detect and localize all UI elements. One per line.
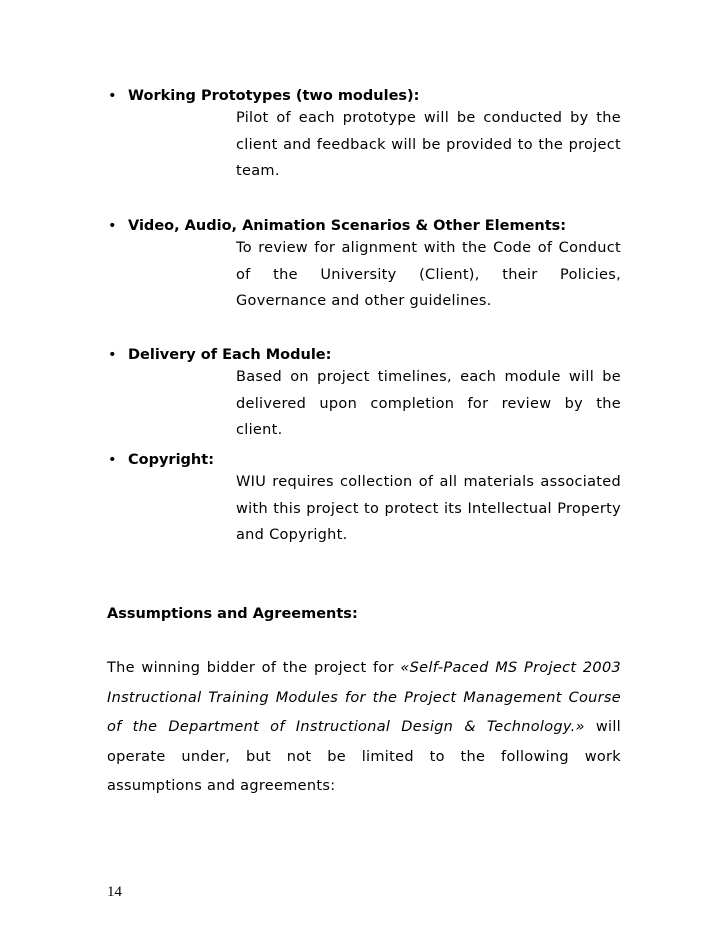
bullet-marker: • (108, 347, 117, 363)
bullet-title: Video, Audio, Animation Scenarios & Other Elements: (128, 218, 567, 234)
bullet-title: Working Prototypes (two modules): (128, 88, 420, 104)
bullet-marker: • (108, 218, 117, 234)
bullet-title: Copyright: (128, 452, 214, 468)
assumptions-paragraph (107, 654, 621, 802)
bullet-body: Based on project timelines, each module will be delivered upon completion for review by the client. (236, 369, 621, 438)
paragraph-text: The winning bidder of the project for (107, 660, 401, 676)
page-number: 14 (107, 884, 122, 900)
bullet-title: Delivery of Each Module: (128, 347, 332, 363)
project-title-emphasis: «Self-Paced MS Project 2003 Instructional Training Modules for the Project Management Course of the Department of Instructional Design & Technology.» (107, 660, 622, 735)
paragraph-text: will operate under, but not be limited to the following work assumptions and agreements: (107, 719, 621, 794)
bullet-marker: • (108, 452, 117, 468)
bullet-body: To review for alignment with the Code of Conduct of the University (Client), their Policies, Governance and other guidelines. (236, 240, 621, 309)
bullet-marker: • (108, 88, 117, 104)
section-heading: Assumptions and Agreements: (107, 606, 358, 622)
bullet-body: Pilot of each prototype will be conducted by the client and feedback will be provided to the project team. (236, 110, 621, 179)
bullet-body: WIU requires collection of all materials associated with this project to protect its Intellectual Property and Copyright. (236, 474, 621, 543)
